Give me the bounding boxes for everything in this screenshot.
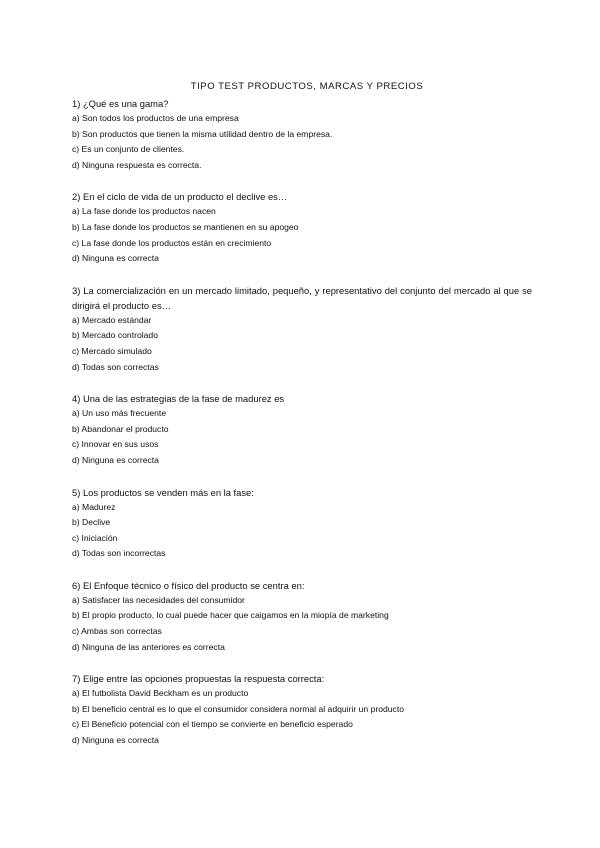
answer-option: c) Mercado simulado <box>72 345 152 356</box>
answer-option: d) Ninguna de las anteriores es correcta <box>72 641 225 652</box>
answer-option: b) Abandonar el producto <box>72 423 169 434</box>
answer-option: b) Declive <box>72 517 111 528</box>
document-title: TIPO TEST PRODUCTOS, MARCAS Y PRECIOS <box>190 81 424 92</box>
answer-option: c) Es un conjunto de clientes. <box>72 144 185 155</box>
answer-option: c) Iniciación <box>72 532 118 543</box>
answer-option: d) Ninguna respuesta es correcta. <box>72 159 202 170</box>
answer-option: a) Un uso más frecuente <box>72 408 167 419</box>
question-6 <box>72 578 532 655</box>
question-2 <box>72 189 532 266</box>
question-text: 1) ¿Qué es una gama? <box>72 98 169 109</box>
answer-option: c) Innovar en sus usos <box>72 439 159 450</box>
answer-option: a) Satisfacer las necesidades del consumidor <box>72 594 245 605</box>
answer-option: a) Mercado estándar <box>72 314 152 325</box>
question-3 <box>72 283 532 375</box>
answer-option: d) Ninguna es correcta <box>72 735 159 746</box>
answer-option: d) Ninguna es correcta <box>72 253 159 264</box>
question-text: 3) La comercialización en un mercado limitado, pequeño, y representativo del conjunto del mercado al que se dirigirá el producto es… <box>72 284 532 311</box>
answer-option: d) Todas son correctas <box>72 361 159 372</box>
document-page <box>72 80 532 765</box>
answer-option: c) El Beneficio potencial con el tiempo se convierte en beneficio esperado <box>72 719 353 730</box>
answer-option: c) La fase donde los productos están en crecimiento <box>72 237 272 248</box>
answer-option: a) La fase donde los productos nacen <box>72 206 216 217</box>
question-text: 2) En el ciclo de vida de un producto el declive es… <box>72 191 288 203</box>
answer-option: a) Madurez <box>72 501 116 512</box>
question-text: 4) Una de las estrategias de la fase de madurez es <box>72 393 285 405</box>
question-text: 6) El Enfoque técnico o físico del producto se centra en: <box>72 579 305 591</box>
question-text: 5) Los productos se venden más en la fase: <box>72 486 254 498</box>
question-4 <box>72 391 532 468</box>
answer-option: d) Todas son incorrectas <box>72 548 166 559</box>
question-1 <box>72 96 532 173</box>
answer-option: b) El propio producto, lo cual puede hacer que caigamos en la miopía de marketing <box>72 610 389 621</box>
answer-option: b) El beneficio central es lo que el consumidor considera normal al adquirir un producto <box>72 703 404 714</box>
question-text: 7) Elige entre las opciones propuestas la respuesta correcta: <box>72 673 325 685</box>
answer-option: a) Son todos los productos de una empresa <box>72 113 239 123</box>
answer-option: d) Ninguna es correcta <box>72 454 159 465</box>
answer-option: b) Mercado controlado <box>72 330 158 341</box>
answer-option: b) La fase donde los productos se mantienen en su apogeo <box>72 221 299 232</box>
question-7 <box>72 671 532 748</box>
answer-option: a) El futbolista David Beckham es un producto <box>72 688 249 699</box>
answer-option: b) Son productos que tienen la misma utilidad dentro de la empresa. <box>72 128 333 139</box>
question-5 <box>72 485 532 562</box>
answer-option: c) Ambas son correctas <box>72 626 162 637</box>
